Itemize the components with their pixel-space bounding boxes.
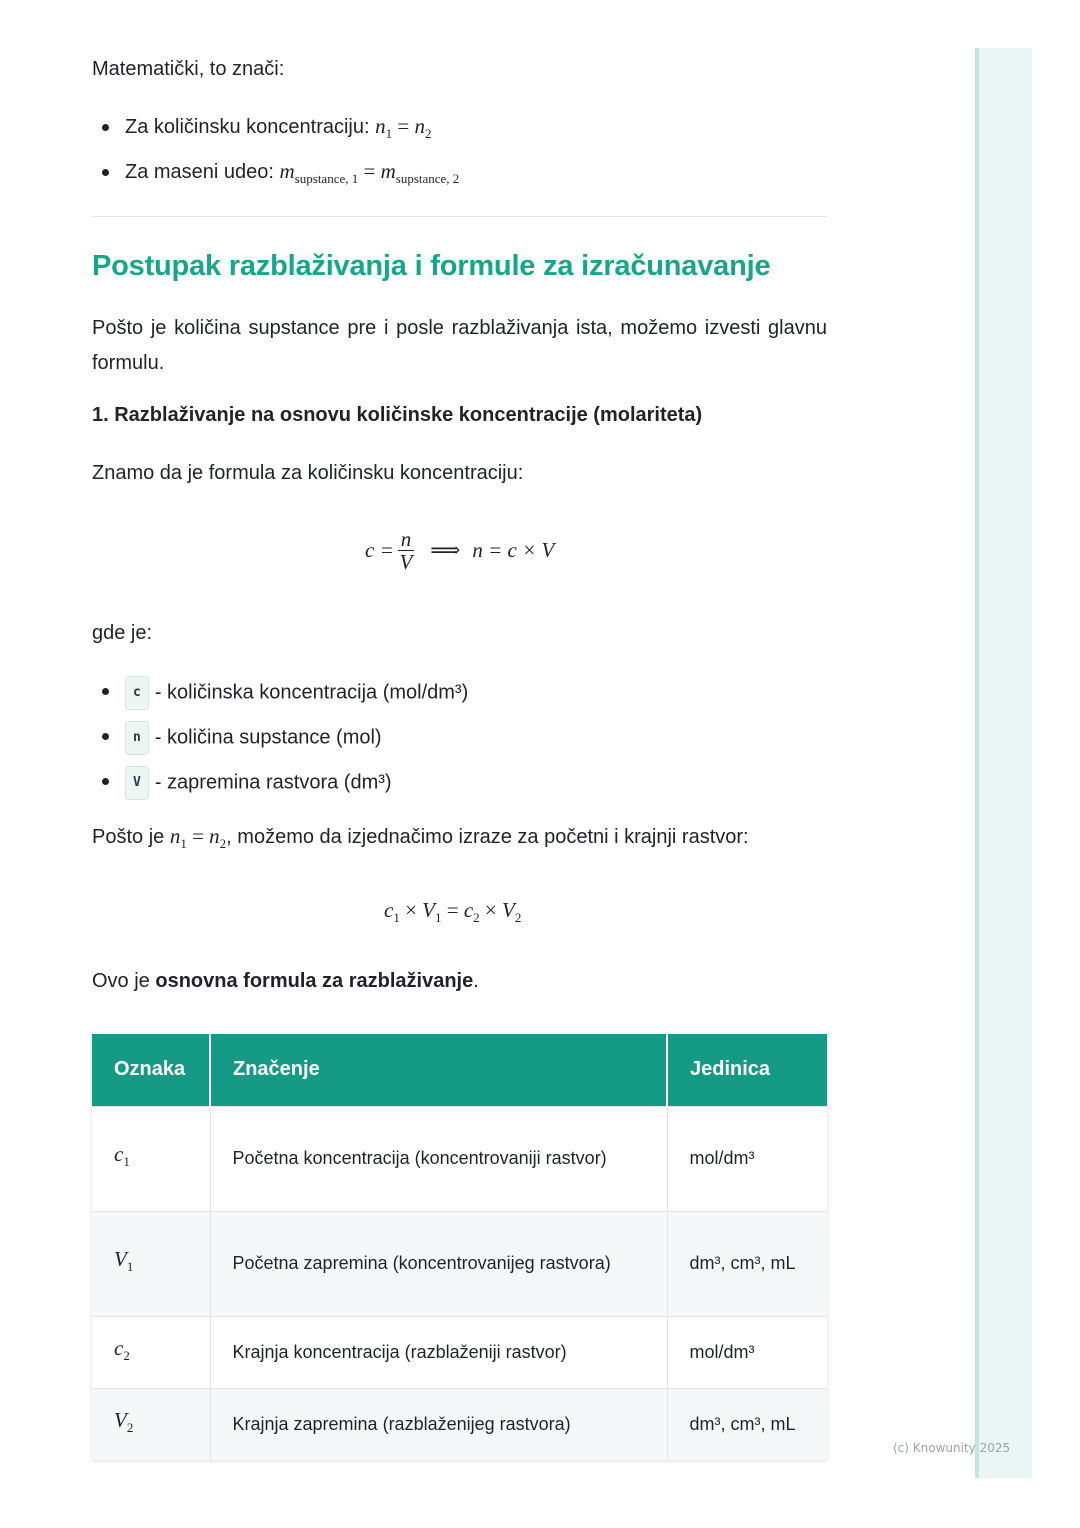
table-row <box>92 1106 827 1211</box>
column-header: Jedinica <box>667 1034 827 1106</box>
list-item-label: Za maseni udeo: <box>125 161 280 183</box>
unit-cell: mol/dm³ <box>667 1316 827 1388</box>
meaning-cell: Početna zapremina (koncentrovanijeg rastvora) <box>210 1211 667 1316</box>
conclusion-text: Ovo je osnovna formula za razblaživanje. <box>92 970 479 992</box>
table-row <box>92 1211 827 1316</box>
list-item: V - zapremina rastvora (dm³) <box>92 766 468 811</box>
concentration-formula: c = $\frac{n}{V}$ ⟹ n = c × V <box>365 527 555 574</box>
section-title: Postupak razblaživanja i formule za izračunavanje <box>92 250 771 282</box>
conservation-list <box>92 112 459 202</box>
unit-cell: dm³, cm³, mL <box>667 1211 827 1316</box>
variable-tag: c <box>125 676 149 710</box>
symbols-table <box>92 1034 827 1460</box>
watermark: (c) Knowunity 2025 <box>893 1441 1011 1455</box>
dilution-formula: $c_1 \times V_1 = c_2 \times V_2$ <box>384 898 522 926</box>
math-n2: $n_2$ <box>414 114 432 142</box>
intro-text: Matematički, to znači: <box>92 58 285 80</box>
formula-intro: Znamo da je formula za količinsku koncentraciju: <box>92 462 524 484</box>
table-header-row <box>92 1034 827 1106</box>
right-side-panel <box>975 48 1032 1478</box>
unit-cell: dm³, cm³, mL <box>667 1388 827 1460</box>
variable-tag: n <box>125 721 149 755</box>
list-item: Za maseni udeo: $m_{supstance, 1} = m_{supstance, 2}$ <box>92 157 459 202</box>
table-row <box>92 1316 827 1388</box>
intro-paragraph: Pošto je količina supstance pre i posle razblaživanja ista, možemo izvesti glavnu formulu. <box>92 317 827 374</box>
where-label: gde je: <box>92 622 153 644</box>
meaning-cell: Krajnja koncentracija (razblaženiji rastvor) <box>210 1316 667 1388</box>
math-m2: $m_{supstance, 2}$ <box>380 159 460 187</box>
list-item-label: Za količinsku koncentraciju: <box>125 116 376 138</box>
math-n1: $n_1$ <box>375 114 393 142</box>
symbol-cell: $V_1$ <box>92 1211 210 1316</box>
column-header: Oznaka <box>92 1034 210 1106</box>
symbol-cell: $V_2$ <box>92 1388 210 1460</box>
meaning-cell: Krajnja zapremina (razblaženijeg rastvora) <box>210 1388 667 1460</box>
unit-cell: mol/dm³ <box>667 1106 827 1211</box>
meaning-cell: Početna koncentracija (koncentrovaniji rastvor) <box>210 1106 667 1211</box>
variable-tag: V <box>125 766 149 800</box>
equate-text: Pošto je $n_1 = n_2$, možemo da izjednačimo izraze za početni i krajnji rastvor: <box>92 824 749 852</box>
subheading: 1. Razblaživanje na osnovu količinske koncentracije (molariteta) <box>92 404 703 426</box>
math-m1: $m_{supstance, 1}$ <box>279 159 359 187</box>
section-divider <box>92 216 827 217</box>
list-item: n - količina supstance (mol) <box>92 721 468 766</box>
symbol-cell: $c_1$ <box>92 1106 210 1211</box>
fraction: $\frac{n}{V}$ <box>399 527 413 574</box>
list-item: Za količinsku koncentraciju: $n_1 = n_2$ <box>92 112 459 157</box>
list-item: c - količinska koncentracija (mol/dm³) <box>92 676 468 721</box>
table-row <box>92 1388 827 1460</box>
column-header: Značenje <box>210 1034 667 1106</box>
symbol-cell: $c_2$ <box>92 1316 210 1388</box>
variables-list <box>92 676 468 811</box>
